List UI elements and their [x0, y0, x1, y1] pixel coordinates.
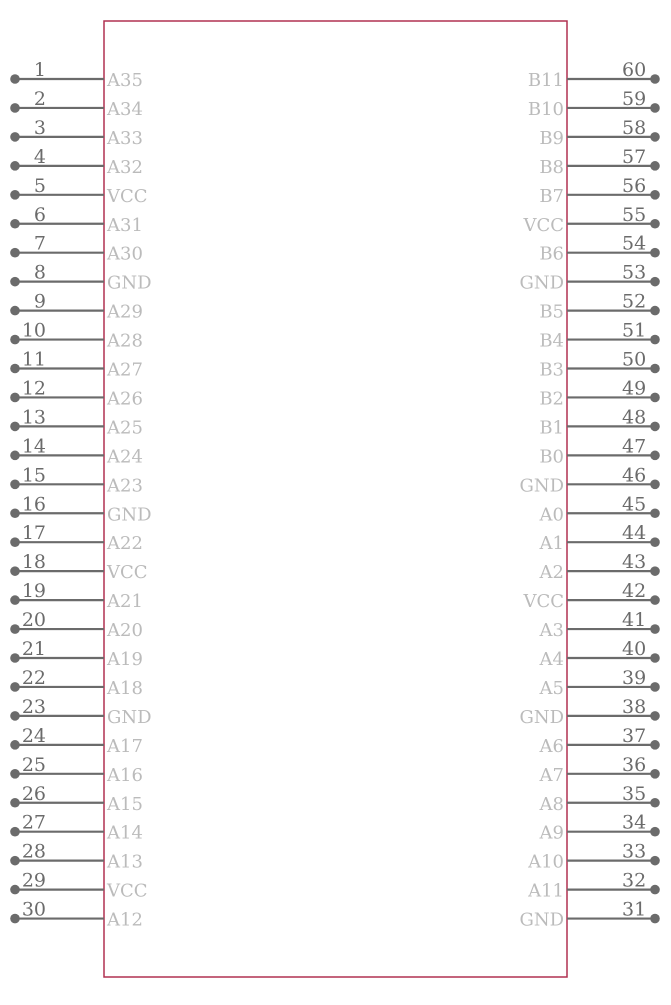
pin-endpoint [650, 740, 660, 750]
pin-12 [10, 377, 143, 409]
pin-number: 56 [622, 174, 647, 197]
pin-32 [527, 870, 660, 902]
pin-endpoint [650, 769, 660, 779]
pin-number: 39 [622, 666, 647, 689]
pin-endpoint [10, 161, 20, 171]
pin-number: 21 [21, 638, 46, 660]
pin-40 [539, 638, 660, 670]
pin-name: A6 [539, 735, 564, 757]
pin-endpoint [10, 451, 20, 461]
pin-number: 8 [33, 261, 46, 284]
pin-number: 17 [21, 522, 46, 545]
pin-23 [10, 696, 151, 728]
pin-endpoint [650, 451, 660, 461]
pin-endpoint [10, 103, 20, 113]
pin-endpoint [10, 537, 20, 547]
pin-58 [539, 117, 659, 149]
pin-endpoint [10, 856, 20, 866]
pin-endpoint [10, 393, 20, 403]
pin-name: B6 [539, 243, 564, 265]
pin-name: A1 [539, 533, 564, 555]
pin-number: 50 [622, 348, 647, 371]
pin-name: A20 [107, 620, 143, 642]
pin-name: GND [519, 706, 564, 728]
pin-37 [539, 725, 660, 757]
pin-8 [10, 262, 151, 294]
pin-20 [10, 609, 143, 641]
pin-endpoint [10, 595, 20, 605]
pin-endpoint [10, 740, 20, 750]
pin-name: A3 [539, 620, 564, 642]
pin-endpoint [650, 885, 660, 895]
pin-9 [10, 291, 143, 323]
pin-name: A26 [107, 388, 143, 410]
pin-endpoint [650, 508, 660, 518]
pin-name: GND [519, 909, 564, 931]
pin-number: 43 [622, 551, 647, 574]
pin-number: 5 [33, 174, 46, 197]
pin-45 [539, 493, 660, 525]
pin-5 [10, 175, 147, 207]
pin-endpoint [10, 508, 20, 518]
pin-name: A28 [107, 330, 143, 352]
pin-number: 49 [622, 377, 647, 400]
pin-number: 6 [33, 203, 46, 226]
pin-number: 20 [21, 609, 46, 632]
pin-name: A4 [539, 649, 564, 670]
pin-endpoint [10, 74, 20, 84]
pin-endpoint [10, 219, 20, 229]
pin-endpoint [10, 306, 20, 316]
pin-number: 27 [21, 811, 46, 834]
pin-name: GND [519, 475, 564, 497]
pin-name: A23 [107, 475, 143, 497]
pin-number: 2 [33, 87, 46, 110]
pin-27 [10, 812, 143, 844]
pin-22 [10, 667, 143, 699]
pin-number: 16 [21, 493, 46, 516]
pin-endpoint [10, 566, 20, 576]
pin-57 [539, 146, 659, 178]
pin-17 [10, 522, 143, 554]
pin-endpoint [650, 364, 660, 374]
pin-endpoint [10, 711, 20, 721]
pin-38 [519, 696, 659, 728]
pin-name: A14 [107, 822, 143, 844]
pin-endpoint [650, 711, 660, 721]
pin-number: 25 [21, 753, 46, 776]
pin-endpoint [10, 364, 20, 374]
pin-number: 45 [622, 493, 647, 516]
pin-endpoint [10, 885, 20, 895]
pin-endpoint [650, 480, 660, 490]
pin-name: GND [107, 504, 152, 526]
pin-name: B1 [539, 417, 564, 439]
pin-49 [539, 377, 659, 409]
pin-29 [10, 870, 147, 902]
pin-name: A30 [107, 243, 143, 265]
pin-number: 30 [21, 898, 46, 921]
pin-number: 32 [622, 869, 647, 892]
pin-name: A0 [539, 504, 564, 526]
pin-name: VCC [107, 185, 148, 207]
pin-36 [539, 754, 660, 786]
pin-endpoint [650, 595, 660, 605]
pin-name: VCC [523, 591, 564, 613]
pin-name: GND [107, 272, 152, 294]
pin-number: 15 [21, 464, 46, 487]
pin-name: A16 [107, 764, 143, 786]
pin-number: 3 [33, 116, 46, 139]
pin-name: GND [519, 272, 564, 294]
pin-name: A17 [107, 735, 143, 757]
pin-endpoint [650, 422, 660, 432]
pin-name: A7 [539, 764, 564, 786]
pin-name: B4 [539, 330, 564, 352]
pin-7 [10, 233, 143, 265]
pin-10 [10, 320, 143, 352]
pin-number: 57 [622, 145, 647, 168]
pin-endpoint [10, 914, 20, 924]
pin-endpoint [650, 653, 660, 663]
pin-4 [10, 146, 143, 178]
pin-number: 51 [622, 319, 647, 342]
pin-56 [539, 175, 659, 207]
pin-47 [539, 435, 659, 467]
right-pin-group [519, 59, 659, 931]
pin-number: 37 [622, 724, 647, 747]
pin-18 [10, 551, 147, 583]
pin-endpoint [10, 798, 20, 808]
pin-54 [539, 233, 659, 265]
pin-59 [528, 88, 660, 120]
pin-name: A19 [107, 649, 143, 670]
pin-50 [539, 349, 659, 381]
pin-endpoint [10, 682, 20, 692]
pin-name: A8 [539, 793, 564, 815]
pin-endpoint [650, 132, 660, 142]
pin-name: B8 [539, 156, 564, 178]
pin-number: 58 [622, 116, 647, 139]
pin-name: A29 [107, 301, 143, 323]
pin-name: A15 [107, 793, 143, 815]
pin-number: 54 [622, 232, 647, 255]
pin-25 [10, 754, 143, 786]
pin-46 [519, 464, 659, 496]
pin-24 [10, 725, 143, 757]
pin-endpoint [650, 914, 660, 924]
pin-endpoint [10, 248, 20, 258]
pin-endpoint [650, 827, 660, 837]
pin-endpoint [650, 856, 660, 866]
pin-endpoint [10, 480, 20, 490]
left-pin-group [10, 59, 151, 931]
pin-name: A32 [107, 156, 143, 178]
pin-51 [539, 320, 659, 352]
pin-name: B7 [539, 185, 564, 207]
pin-endpoint [650, 798, 660, 808]
pin-34 [539, 812, 660, 844]
pin-number: 7 [33, 232, 46, 255]
pin-number: 35 [622, 782, 647, 805]
pin-number: 14 [21, 435, 46, 458]
pin-endpoint [10, 190, 20, 200]
pin-endpoint [10, 827, 20, 837]
pin-39 [539, 667, 660, 699]
pin-19 [10, 580, 143, 612]
pin-endpoint [10, 422, 20, 432]
pin-name: B10 [527, 98, 564, 120]
pin-3 [10, 117, 143, 149]
pin-name: B9 [539, 127, 564, 149]
pin-number: 48 [622, 406, 647, 429]
pin-number: 55 [622, 203, 647, 226]
pin-13 [10, 406, 143, 438]
pin-2 [10, 88, 143, 120]
pin-35 [539, 783, 660, 815]
pin-name: A31 [107, 214, 143, 236]
pin-11 [10, 349, 143, 381]
pin-number: 26 [21, 782, 46, 805]
pin-number: 33 [622, 840, 647, 863]
pin-name: B2 [539, 388, 564, 410]
pin-endpoint [10, 624, 20, 634]
pin-number: 12 [21, 377, 46, 400]
pin-42 [522, 580, 659, 612]
pin-number: 52 [622, 290, 647, 313]
pin-name: A9 [539, 822, 564, 844]
pin-number: 34 [622, 811, 647, 834]
pin-name: A34 [107, 98, 143, 120]
pin-number: 28 [21, 840, 46, 863]
pin-endpoint [10, 769, 20, 779]
pin-number: 9 [33, 290, 46, 313]
pin-number: 40 [622, 638, 647, 660]
pin-number: 44 [622, 522, 647, 545]
ic-body [104, 21, 567, 977]
pin-21 [10, 638, 143, 670]
pin-number: 31 [622, 898, 647, 921]
pin-name: A12 [107, 909, 143, 931]
pin-number: 13 [21, 406, 46, 429]
pin-number: 1 [33, 59, 46, 81]
pin-name: B5 [539, 301, 564, 323]
pin-endpoint [650, 248, 660, 258]
pin-60 [528, 59, 660, 91]
pin-55 [522, 204, 659, 236]
pin-endpoint [10, 653, 20, 663]
pin-name: A27 [107, 359, 143, 381]
pin-name: VCC [523, 214, 564, 236]
pin-endpoint [650, 219, 660, 229]
pin-name: A21 [107, 591, 143, 613]
pin-number: 10 [21, 319, 46, 342]
pin-30 [10, 899, 143, 931]
pin-endpoint [10, 132, 20, 142]
pin-name: A25 [107, 417, 143, 439]
pin-endpoint [650, 190, 660, 200]
pin-41 [539, 609, 660, 641]
pin-name: GND [107, 706, 152, 728]
pin-number: 41 [622, 609, 647, 632]
pin-number: 19 [21, 580, 46, 603]
pin-28 [10, 841, 143, 873]
pin-endpoint [650, 306, 660, 316]
pin-endpoint [650, 682, 660, 692]
pin-6 [10, 204, 143, 236]
pin-name: VCC [107, 562, 148, 584]
pin-52 [539, 291, 659, 323]
pin-endpoint [650, 103, 660, 113]
pin-endpoint [650, 537, 660, 547]
pin-33 [527, 841, 660, 873]
pin-number: 60 [622, 59, 647, 81]
pin-53 [519, 262, 659, 294]
pin-name: B3 [539, 359, 564, 381]
pin-44 [539, 522, 660, 554]
pin-number: 29 [21, 869, 46, 892]
pin-endpoint [10, 277, 20, 287]
pin-number: 11 [21, 348, 46, 371]
pin-name: A2 [539, 562, 564, 584]
pin-31 [519, 899, 659, 931]
pin-name: A10 [528, 851, 564, 873]
pin-name: A35 [107, 70, 143, 91]
pin-number: 47 [622, 435, 647, 458]
pin-number: 53 [622, 261, 647, 284]
pin-number: 24 [21, 724, 46, 747]
pin-number: 4 [33, 145, 46, 168]
pin-name: A13 [107, 851, 143, 873]
pin-name: B0 [539, 446, 564, 468]
pin-16 [10, 493, 151, 525]
pin-endpoint [650, 277, 660, 287]
pin-name: A22 [107, 533, 143, 555]
pin-26 [10, 783, 143, 815]
pin-endpoint [650, 566, 660, 576]
pin-endpoint [650, 624, 660, 634]
pin-number: 23 [21, 695, 46, 718]
pin-endpoint [650, 74, 660, 84]
pin-name: B11 [527, 70, 564, 91]
pin-endpoint [650, 161, 660, 171]
pin-number: 46 [622, 464, 647, 487]
pin-number: 18 [21, 551, 46, 574]
pin-name: A24 [107, 446, 143, 468]
pin-endpoint [650, 335, 660, 345]
pin-48 [539, 406, 659, 438]
pin-name: A18 [107, 677, 143, 699]
pin-14 [10, 435, 143, 467]
pin-number: 38 [622, 695, 647, 718]
pin-name: A5 [539, 677, 564, 699]
pin-endpoint [650, 393, 660, 403]
pin-number: 59 [622, 87, 647, 110]
pin-1 [10, 59, 143, 91]
pin-name: VCC [107, 880, 148, 902]
pin-number: 42 [622, 580, 647, 603]
pin-43 [539, 551, 660, 583]
pin-15 [10, 464, 143, 496]
pin-endpoint [10, 335, 20, 345]
pin-name: A11 [528, 880, 564, 902]
pin-number: 36 [622, 753, 647, 776]
pin-name: A33 [107, 127, 143, 149]
pin-number: 22 [21, 666, 46, 689]
